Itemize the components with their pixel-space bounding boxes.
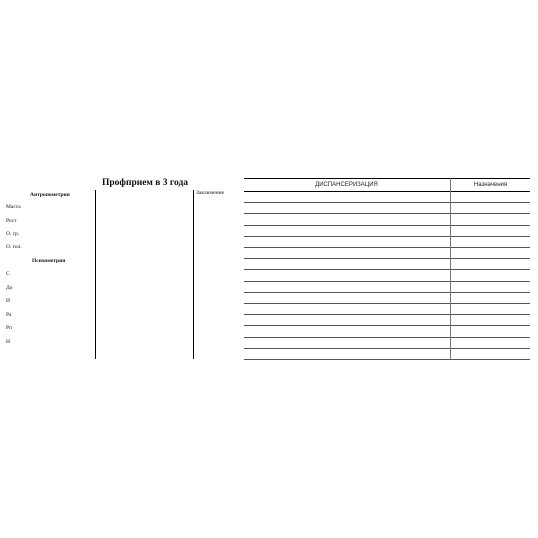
table-row (244, 192, 530, 203)
psychometry-label-ra: Ра (6, 312, 12, 318)
table-row (244, 203, 530, 214)
table-row (244, 282, 530, 293)
anthropometry-label-head: О. гол. (6, 244, 22, 250)
column-header-appointments: Назначения (473, 182, 508, 188)
table-top-border (244, 178, 530, 179)
table-column-separator (450, 178, 451, 359)
left-column-divider (95, 190, 96, 359)
column-header-dispensary: ДИСПАНСЕРИЗАЦИЯ (315, 182, 378, 188)
table-row (244, 214, 530, 225)
table-row (244, 248, 530, 259)
psychometry-label-do: До (6, 285, 13, 291)
table-row (244, 259, 530, 270)
table-row (244, 293, 530, 304)
table-row (244, 315, 530, 326)
table-row (244, 226, 530, 237)
table-row (244, 349, 530, 360)
anthropometry-label-chest: О. гр. (6, 231, 20, 237)
table-row (244, 237, 530, 248)
table-row (244, 270, 530, 281)
anthropometry-heading: Антропометрия (30, 192, 70, 198)
conclusion-label: Заключение (196, 190, 225, 196)
psychometry-label-rp: Рп (6, 325, 13, 331)
table-row (244, 326, 530, 337)
table-row (244, 304, 530, 315)
middle-column-divider (193, 190, 194, 359)
psychometry-label-i: И (6, 298, 10, 304)
psychometry-label-s: С (6, 271, 10, 277)
psychometry-label-n: Н (6, 339, 10, 345)
page-title: Профприем в 3 года (101, 178, 189, 188)
table-row (244, 338, 530, 349)
psychometry-heading: Психометрия (32, 258, 66, 264)
anthropometry-label-mass: Масса (6, 204, 21, 210)
anthropometry-label-height: Рост (6, 218, 17, 224)
